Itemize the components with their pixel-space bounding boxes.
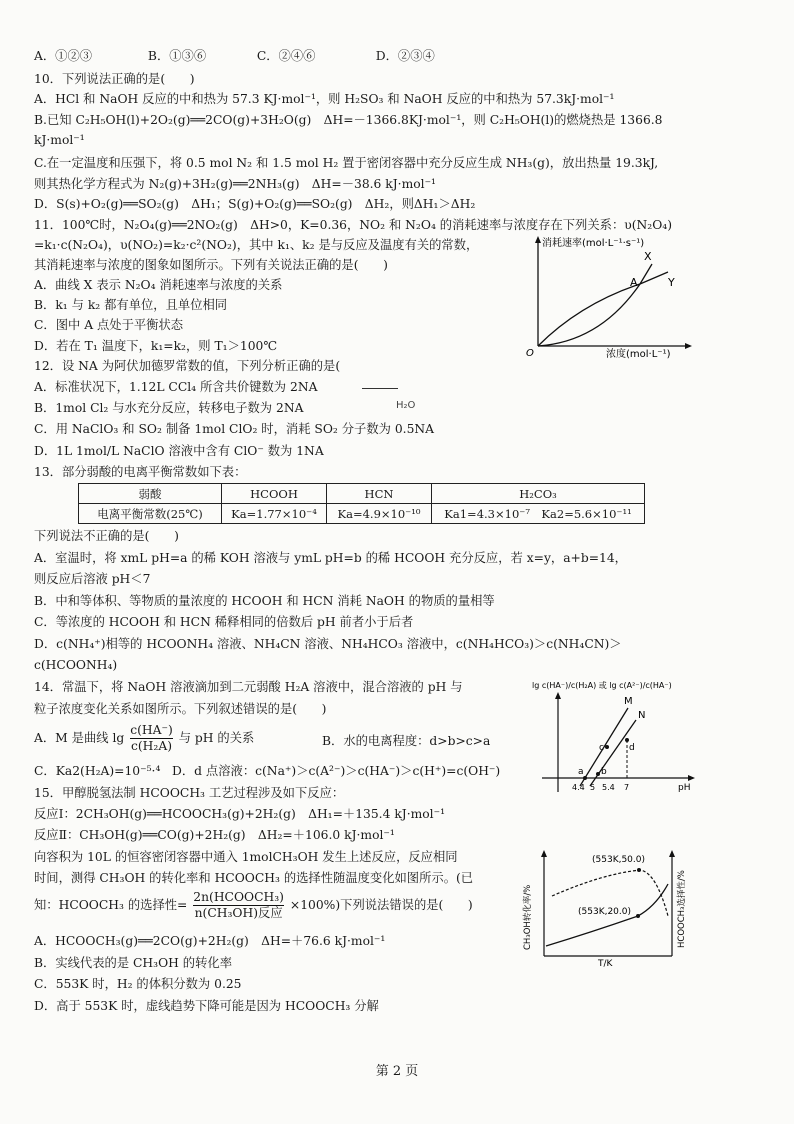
q11-option-c: C．图中 A 点处于平衡状态 (34, 318, 184, 332)
q10-stem: 10．下列说法正确的是( ) (34, 72, 195, 86)
q10-option-b-line1: B.已知 C₂H₅OH(l)+2O₂(g)══2CO(g)+3H₂O(g) ΔH=－1366.8KJ·mol⁻¹，则 C₂H₅OH(l)的燃烧热是 1366.8 (34, 113, 663, 127)
ka-table-row (79, 504, 645, 524)
q12-scribble: H₂O (396, 400, 416, 411)
q15-stem: 15．甲醇脱氢法制 HCOOCH₃ 工艺过程涉及如下反应： (34, 786, 345, 800)
q15-reaction-1: 反应Ⅰ：2CH₃OH(g)══HCOOCH₃(g)+2H₂(g) ΔH₁=＋135.4 kJ·mol⁻¹ (34, 807, 446, 821)
q13-option-a-line1: A．室温时，将 xmL pH=a 的稀 KOH 溶液与 ymL pH=b 的稀 HCOOH 充分反应，若 x=y，a+b=14， (34, 551, 627, 565)
q9-option-d: D．②③④ (375, 49, 435, 63)
q15-option-a: A．HCOOCH₃(g)══2CO(g)+2H₂(g) ΔH=＋76.6 kJ·mol⁻¹ (34, 934, 386, 948)
q14-fig-m: M (624, 696, 633, 707)
q15-conversion-figure (522, 846, 694, 968)
q12-option-d: D．1L 1mol/L NaClO 溶液中含有 ClO⁻ 数为 1NA (34, 444, 324, 458)
q11-fig-x: X (644, 250, 652, 263)
q14-stem-line2: 粒子浓度变化关系如图所示。下列叙述错误的是( ) (34, 702, 327, 716)
q14-ph-figure (528, 674, 698, 796)
q15-fraction (193, 890, 284, 921)
q14-fig-a: a (578, 767, 584, 777)
q15-paragraph-line1: 向容积为 10L 的恒容密闭容器中通入 1molCH₃OH 发生上述反应，反应相同 (34, 850, 458, 864)
q13-stem: 13．部分弱酸的电离平衡常数如下表： (34, 465, 247, 479)
q13-option-d-line2: c(HCOONH₄) (34, 658, 118, 672)
q11-option-b: B．k₁ 与 k₂ 都有单位，且单位相同 (34, 298, 228, 312)
ka-table (78, 483, 645, 524)
ka-table-header: HCN (327, 484, 432, 504)
q9-option-a: A．①②③ (34, 49, 93, 63)
q14-fig-tick: 5.4 (602, 783, 615, 792)
q13-option-c: C．等浓度的 HCOOH 和 HCN 稀释相同的倍数后 pH 前者小于后者 (34, 615, 414, 629)
ka-table-cell: Ka=1.77×10⁻⁴ (222, 504, 327, 524)
q15-paragraph-line3 (34, 890, 473, 926)
q13-option-a-line2: 则反应后溶液 pH＜7 (34, 572, 151, 586)
q10-option-c-line2: 则其热化学方程式为 N₂(g)+3H₂(g)══2NH₃(g) ΔH=－38.6 kJ·mol⁻¹ (34, 177, 436, 191)
q14-fig-d: d (629, 743, 635, 753)
q11-option-a: A．曲线 X 表示 N₂O₄ 消耗速率与浓度的关系 (34, 278, 283, 292)
q14-fig-tick: 7 (624, 783, 630, 792)
ka-table-header: 弱酸 (79, 484, 222, 504)
q14-fig-tick: 5 (590, 783, 596, 792)
q9-option-b: B．①③⑥ (147, 49, 207, 63)
q10-option-d: D．S(s)+O₂(g)══SO₂(g) ΔH₁；S(g)+O₂(g)══SO₂(g) ΔH₂，则ΔH₁＞ΔH₂ (34, 197, 476, 211)
q14-a-pre: A．M 是曲线 lg (34, 731, 125, 745)
q13-option-b: B．中和等体积、等物质的量浓度的 HCOOH 和 HCN 消耗 NaOH 的物质的量相等 (34, 594, 495, 608)
ka-table-header: HCOOH (222, 484, 327, 504)
q15-option-b: B．实线代表的是 CH₃OH 的转化率 (34, 956, 232, 970)
q15-p3-den: n(CH₃OH)反应 (194, 906, 283, 920)
q14-option-c: C．Ka2(H₂A)=10⁻⁵·⁴ (34, 764, 161, 778)
q10-option-b-line2: kJ·mol⁻¹ (34, 133, 85, 147)
q13-question: 下列说法不正确的是( ) (34, 529, 179, 543)
ka-table-cell: Ka1=4.3×10⁻⁷ Ka2=5.6×10⁻¹¹ (432, 504, 645, 524)
q11-fig-xlabel: 浓度(mol·L⁻¹) (606, 349, 671, 360)
q14-fig-n: N (638, 710, 646, 721)
q14-a-post: 与 pH 的关系 (178, 731, 255, 745)
q12-stem: 12．设 NA 为阿伏加德罗常数的值，下列分析正确的是( (34, 359, 341, 373)
q14-option-d: D．d 点溶液：c(Na⁺)＞c(A²⁻)＞c(HA⁻)＞c(H⁺)=c(OH⁻) (172, 764, 501, 778)
q11-option-d: D．若在 T₁ 温度下，k₁=k₂，则 T₁＞100℃ (34, 339, 278, 353)
q14-a-fraction (130, 723, 173, 754)
q11-stem-line1: 11．100℃时，N₂O₄(g)══2NO₂(g) ΔH>0，K=0.36，NO₂ 和 N₂O₄ 的消耗速率与浓度存在下列关系：υ(N₂O₄) (34, 218, 673, 232)
q11-stem-line2: =k₁·c(N₂O₄)，υ(NO₂)=k₂·c²(NO₂)，其中 k₁、k₂ 是与反应及温度有关的常数， (34, 238, 479, 252)
q15-fig-xlabel: T/K (598, 959, 613, 968)
q15-p3-num: 2n(HCOOCH₃) (193, 890, 284, 904)
q15-p3-post: ×100%)下列说法错误的是( ) (289, 898, 473, 912)
q11-rate-figure (520, 234, 700, 364)
q15-fig-yleft: CH₃OH转化率/% (523, 884, 533, 950)
q12-option-b: B．1mol Cl₂ 与水充分反应，转移电子数为 2NA (34, 401, 304, 415)
q15-fig-point1: (553K,50.0) (592, 855, 646, 865)
q10-option-a: A．HCl 和 NaOH 反应的中和热为 57.3 KJ·mol⁻¹，则 H₂SO₃ 和 NaOH 反应的中和热为 57.3kJ·mol⁻¹ (34, 92, 615, 106)
q15-p3-pre: 知：HCOOCH₃ 的选择性= (34, 898, 188, 912)
q14-option-b: B．水的电离程度：d>b>c>a (322, 734, 491, 748)
q15-reaction-2: 反应Ⅱ：CH₃OH(g)══CO(g)+2H₂(g) ΔH₂=＋106.0 kJ·mol⁻¹ (34, 828, 395, 842)
q9-option-c: C．②④⑥ (256, 49, 316, 63)
q11-stem-line3: 其消耗速率与浓度的图象如图所示。下列有关说法正确的是( ) (34, 258, 388, 272)
q15-paragraph-line2: 时间，测得 CH₃OH 的转化率和 HCOOCH₃ 的选择性随温度变化如图所示。(已 (34, 871, 474, 885)
q14-stem-line1: 14．常温下，将 NaOH 溶液滴加到二元弱酸 H₂A 溶液中，混合溶液的 pH 与 (34, 680, 463, 694)
q15-option-c: C．553K 时，H₂ 的体积分数为 0.25 (34, 977, 242, 991)
page-number: 第 2 页 (375, 1064, 419, 1079)
ka-table-header-row (79, 484, 645, 504)
q13-option-d-line1: D．c(NH₄⁺)相等的 HCOONH₄ 溶液、NH₄CN 溶液、NH₄HCO₃ 溶液中，c(NH₄HCO₃)＞c(NH₄CN)＞ (34, 637, 622, 651)
q15-option-d: D．高于 553K 时，虚线趋势下降可能是因为 HCOOCH₃ 分解 (34, 999, 379, 1013)
ka-table-cell: Ka=4.9×10⁻¹⁰ (327, 504, 432, 524)
ka-table-header: H₂CO₃ (432, 484, 645, 504)
q9-options (34, 48, 435, 65)
q14-fig-c: c (599, 743, 604, 753)
q15-fig-point2: (553K,20.0) (578, 907, 632, 917)
q10-option-c-line1: C.在一定温度和压强下，将 0.5 mol N₂ 和 1.5 mol H₂ 置于密闭容器中充分反应生成 NH₃(g)，放出热量 19.3kJ, (34, 156, 659, 170)
q14-fig-b: b (601, 767, 607, 777)
q12-option-c: C．用 NaClO₃ 和 SO₂ 制备 1mol ClO₂ 时，消耗 SO₂ 分子数为 0.5NA (34, 422, 435, 436)
q12-option-a: A．标准状况下，1.12L CCl₄ 所含共价键数为 2NA (34, 380, 318, 394)
q11-fig-origin: O (526, 348, 534, 359)
q12-scribble-line (362, 388, 398, 389)
q14-option-a (34, 723, 254, 759)
q14-fig-xlabel: pH (678, 783, 691, 793)
q14-a-den: c(H₂A) (130, 739, 173, 753)
ka-table-cell: 电离平衡常数(25℃) (79, 504, 222, 524)
q14-fig-tick: 4.4 (572, 783, 585, 792)
q15-fig-yright: HCOOCH₃选择性/% (677, 870, 687, 948)
q11-fig-y: Y (668, 276, 675, 289)
q11-fig-ylabel: 消耗速率(mol·L⁻¹·s⁻¹) (542, 238, 645, 249)
q14-a-num: c(HA⁻) (130, 723, 173, 737)
q14-fig-ylabel: lg c(HA⁻)/c(H₂A) 或 lg c(A²⁻)/c(HA⁻) (532, 681, 672, 690)
q11-fig-a: A (630, 276, 638, 289)
